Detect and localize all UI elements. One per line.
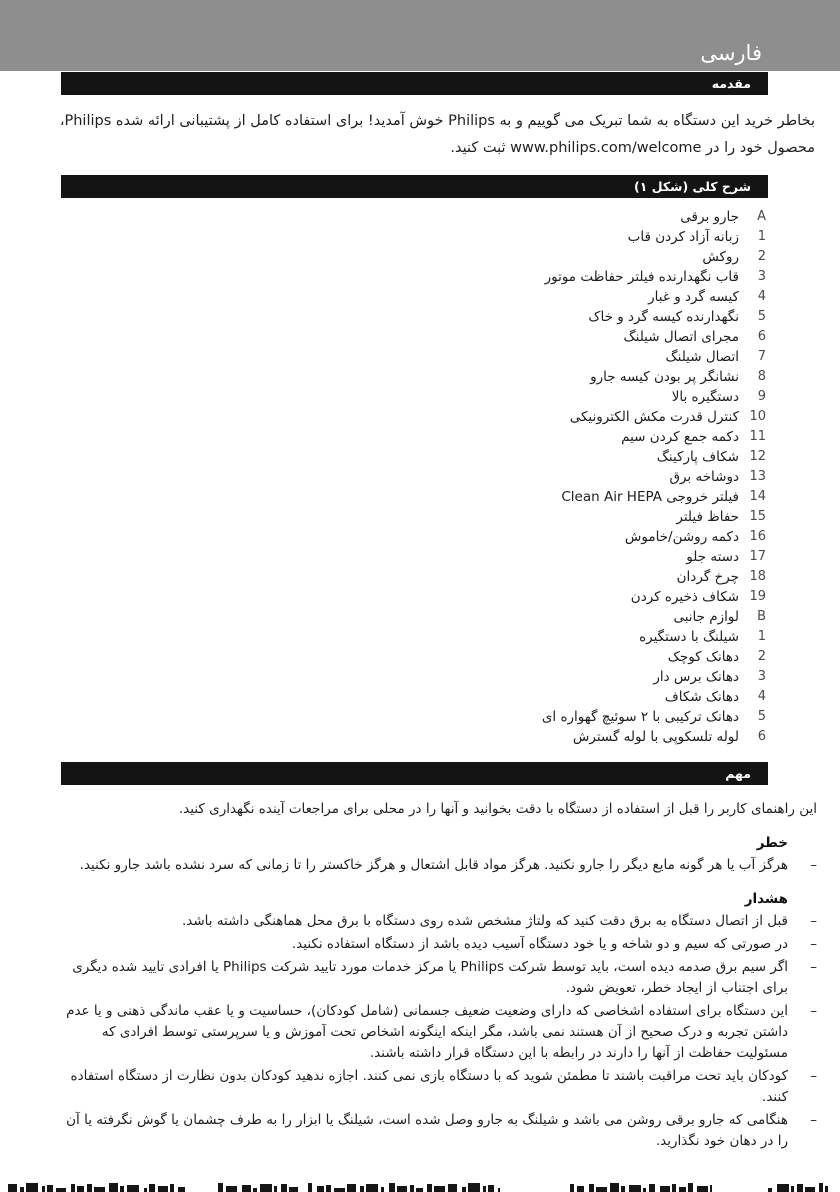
scan-artifact-mark — [688, 1183, 693, 1192]
scan-artifact-mark — [170, 1184, 174, 1192]
scan-artifact-mark — [274, 1186, 277, 1192]
overview-item-label: قاب نگهدارنده فیلتر حفاظت موتور — [544, 269, 739, 285]
section-title-introduction: مقدمه — [711, 76, 751, 91]
overview-item-number: 16 — [749, 529, 766, 544]
bullet-text: در صورتی که سیم و دو شاخه و یا خود دستگاه آسیب دیده باشد از دستگاه استفاده نکنید. — [291, 936, 788, 952]
scan-artifact-mark — [77, 1186, 84, 1192]
bullet-dash-marker: – — [810, 1003, 817, 1019]
overview-item-number: 5 — [757, 309, 766, 324]
overview-item-label: کیسه گرد و غبار — [648, 289, 739, 305]
bullet-text: هرگز آب یا هر گونه مایع دیگر را جارو نکنید. هرگز مواد قابل اشتعال و هرگز خاکستر را تا زمانی که سرد نشده باشد جارو نکنید. — [79, 857, 788, 873]
overview-item — [57, 267, 766, 287]
overview-item — [57, 467, 766, 487]
overview-item-label: شکاف پارکینگ — [656, 449, 739, 465]
scan-artifact-mark — [610, 1183, 619, 1192]
overview-item-label: دستگیره بالا — [671, 389, 739, 405]
scan-artifact-mark — [94, 1187, 105, 1192]
overview-item-number: 3 — [757, 269, 766, 284]
section-title-important: مهم — [725, 766, 751, 781]
bullet-text: کودکان باید تحت مراقبت باشند تا مطمئن شوید که با دستگاه بازی نمی کنند. اجازه ندهید کودکان بدون نظارت از دستگاه استفاده کنند. — [70, 1068, 788, 1105]
scan-artifact-mark — [410, 1185, 414, 1192]
overview-item — [57, 567, 766, 587]
overview-item-number: 6 — [757, 729, 766, 744]
overview-item-label: چرخ گردان — [676, 569, 739, 585]
scan-artifact-mark — [360, 1186, 364, 1192]
bullet-dash-marker: – — [810, 936, 817, 952]
overview-item-number: 4 — [757, 289, 766, 304]
overview-item — [57, 527, 766, 547]
overview-item — [57, 547, 766, 567]
scan-artifact-mark — [158, 1186, 168, 1192]
scan-artifact-mark — [629, 1185, 641, 1192]
scan-artifact-mark — [389, 1183, 395, 1192]
overview-item-number: 15 — [749, 509, 766, 524]
scan-artifact-mark — [334, 1188, 345, 1192]
section-bar-important — [61, 762, 768, 785]
scan-artifact-mark — [218, 1183, 223, 1192]
overview-item — [57, 407, 766, 427]
section-bar-overview — [61, 175, 768, 198]
overview-item-label: دهانک کوچک — [667, 649, 739, 665]
scan-artifact-mark — [149, 1184, 155, 1192]
bullet-text: اگر سیم برق صدمه دیده است، باید توسط شرکت Philips یا مرکز خدمات مورد تایید شرکت Philips یا افرادی تایید شده دیگری برای اجتناب از ایجاد خطر، تعویض شود. — [72, 959, 788, 996]
overview-item-number: 1 — [757, 629, 766, 644]
overview-item-label: نشانگر پر بودن کیسه جارو — [590, 369, 739, 385]
scan-artifact-mark — [253, 1188, 257, 1192]
scan-artifact-mark — [366, 1184, 378, 1192]
important-bullet — [57, 911, 817, 932]
overview-item-number: 12 — [749, 449, 766, 464]
overview-item — [57, 387, 766, 407]
scan-artifact-mark — [596, 1187, 607, 1192]
overview-item — [57, 707, 766, 727]
scan-artifact-mark — [672, 1184, 676, 1192]
scan-artifact-mark — [427, 1184, 432, 1192]
scan-artifact-mark — [483, 1186, 486, 1192]
overview-item — [57, 307, 766, 327]
important-groups — [57, 833, 817, 1152]
scan-artifact-mark — [326, 1185, 331, 1192]
overview-item — [57, 507, 766, 527]
overview-item-label: دکمه جمع کردن سیم — [621, 429, 739, 445]
overview-item-number: 4 — [757, 689, 766, 704]
overview-item-label: اتصال شیلنگ — [665, 349, 739, 365]
overview-item-label: شکاف ذخیره کردن — [630, 589, 739, 605]
scan-artifact-mark — [448, 1184, 457, 1192]
scan-artifact-mark — [308, 1183, 312, 1192]
overview-item-label: کنترل قدرت مکش الکترونیکی — [569, 409, 739, 425]
overview-item-number: 2 — [757, 649, 766, 664]
overview-item-number: A — [757, 209, 766, 224]
overview-item-number: 5 — [757, 709, 766, 724]
overview-item-number: B — [757, 609, 766, 624]
introduction-paragraph: بخاطر خرید این دستگاه به شما تبریک می گوییم و به Philips خوش آمدید! برای استفاده کامل از پشتیبانی ارائه شده Philips، محصول خود را در www.philips.com/welcome ثبت کنید. — [59, 113, 815, 156]
overview-item — [57, 367, 766, 387]
overview-item-label: لوله تلسکوپی با لوله گسترش — [572, 729, 739, 745]
bullet-dash-marker: – — [810, 1112, 817, 1128]
important-bullet — [57, 957, 817, 999]
overview-item-label: روکش — [702, 249, 739, 265]
scan-artifact-mark — [42, 1186, 45, 1192]
scan-artifact-mark — [819, 1183, 823, 1192]
overview-item-label: لوازم جانبی — [673, 609, 739, 625]
important-group-heading: خطر — [756, 835, 788, 851]
important-section-content — [57, 799, 817, 1153]
section-bar-introduction — [61, 72, 768, 95]
scan-artifact-mark — [643, 1188, 646, 1192]
important-lead-paragraph: این راهنمای کاربر را قبل از استفاده از دستگاه با دقت بخوانید و آنها را در محلی برای مراجعات آینده نگهداری کنید. — [178, 800, 817, 817]
scan-artifact-mark — [56, 1188, 66, 1192]
overview-item — [57, 487, 766, 507]
scan-artifact-mark — [20, 1187, 24, 1192]
overview-item — [57, 607, 766, 627]
scan-artifact-mark — [697, 1186, 708, 1192]
overview-item-number: 11 — [749, 429, 766, 444]
overview-item-label: دهانک برس دار — [653, 669, 739, 685]
scan-artifact-mark — [26, 1183, 38, 1192]
overview-item — [57, 687, 766, 707]
overview-item-number: 14 — [749, 489, 766, 504]
overview-item-label: دهانک شکاف — [664, 689, 739, 705]
overview-item-number: 19 — [749, 589, 766, 604]
scan-artifact-mark — [317, 1186, 324, 1192]
bullet-dash-marker: – — [810, 1068, 817, 1084]
overview-item — [57, 347, 766, 367]
scan-artifact-mark — [281, 1184, 287, 1192]
scan-artifact-mark — [120, 1186, 124, 1192]
scan-artifact-mark — [226, 1186, 237, 1192]
scan-artifact-mark — [260, 1184, 272, 1192]
scan-artifact-mark — [416, 1188, 423, 1192]
scan-artifact-mark — [468, 1183, 480, 1192]
overview-item — [57, 647, 766, 667]
overview-item-label: دسته جلو — [686, 549, 739, 565]
overview-item — [57, 227, 766, 247]
scan-artifact-mark — [660, 1186, 670, 1192]
bullet-text: هنگامی که جارو برقی روشن می باشد و شیلنگ به جارو وصل شده است، شیلنگ یا ابزار را به طرف چشمان یا گوش نگرفته یا آن را در دهان خود نگذارید. — [66, 1112, 788, 1149]
scan-artifact-mark — [8, 1184, 17, 1192]
important-bullet — [57, 934, 817, 955]
overview-item — [57, 727, 766, 747]
scan-artifact-mark — [777, 1184, 789, 1192]
scan-artifact-mark — [127, 1185, 139, 1192]
important-bullet — [57, 1066, 817, 1108]
scan-artifact-mark — [47, 1185, 53, 1192]
scan-artifact-mark — [589, 1184, 594, 1192]
scan-artifact-mark — [434, 1186, 445, 1192]
overview-item-label: شیلنگ با دستگیره — [639, 629, 739, 645]
overview-item-number: 13 — [749, 469, 766, 484]
scan-artifact-mark — [498, 1188, 500, 1192]
important-bullet — [57, 855, 817, 876]
overview-item-number: 9 — [757, 389, 766, 404]
overview-item-number: 2 — [757, 249, 766, 264]
bullet-dash-marker: – — [810, 959, 817, 975]
scan-artifact-mark — [570, 1184, 574, 1192]
page-header-band — [0, 0, 840, 71]
overview-item-label: دکمه روشن/خاموش — [624, 529, 739, 545]
scan-artifact-mark — [397, 1186, 407, 1192]
cutoff-scan-strip — [0, 1182, 840, 1192]
scan-artifact-mark — [710, 1185, 712, 1192]
scan-artifact-mark — [488, 1185, 494, 1192]
overview-parts-list — [57, 207, 766, 747]
scan-artifact-mark — [381, 1187, 384, 1192]
scan-artifact-mark — [797, 1184, 803, 1192]
scan-artifact-mark — [805, 1187, 815, 1192]
overview-item-label: دوشاخه برق — [669, 469, 739, 485]
bullet-dash-marker: – — [810, 857, 817, 873]
overview-item-label: زبانه آزاد کردن قاب — [627, 229, 739, 245]
bullet-dash-marker: – — [810, 913, 817, 929]
scan-artifact-mark — [768, 1188, 772, 1192]
scan-artifact-mark — [71, 1184, 75, 1192]
important-bullet — [57, 1110, 817, 1152]
overview-item-label: مجرای اتصال شیلنگ — [623, 329, 739, 345]
scan-artifact-mark — [825, 1186, 828, 1192]
overview-item — [57, 427, 766, 447]
overview-item — [57, 247, 766, 267]
overview-item-number: 7 — [757, 349, 766, 364]
overview-item-number: 18 — [749, 569, 766, 584]
overview-item-label: جارو برقی — [680, 209, 739, 225]
overview-item-number: 6 — [757, 329, 766, 344]
scan-artifact-mark — [621, 1186, 625, 1192]
overview-item — [57, 667, 766, 687]
overview-item-number: 3 — [757, 669, 766, 684]
scan-artifact-mark — [242, 1185, 251, 1192]
scan-artifact-mark — [178, 1187, 185, 1192]
bullet-text: این دستگاه برای استفاده اشخاصی که دارای وضعیت ضعیف جسمانی (شامل کودکان)، حساسیت و یا عقب ماندگی ذهنی و یا عدم داشتن تجربه و درک صحیح از آن هستند نمی باشد، مگر اینکه اینگونه اشخاص تحت آموزش و یا سرپرستی توسط افرادی که مسئولیت حفاظت از آنها را دارند در رابطه با این دستگاه قرار داشته باشند. — [66, 1003, 788, 1061]
bullet-text: قبل از اتصال دستگاه به برق دقت کنید که ولتاژ مشخص شده روی دستگاه با برق محل هماهنگی داشته باشد. — [181, 913, 788, 929]
overview-item-number: 10 — [749, 409, 766, 424]
important-bullet — [57, 1001, 817, 1064]
overview-item-number: 8 — [757, 369, 766, 384]
scan-artifact-mark — [144, 1188, 147, 1192]
overview-item — [57, 627, 766, 647]
overview-item-label: دهانک ترکیبی با ۲ سوئیچ گهواره ای — [541, 709, 739, 725]
overview-item-number: 1 — [757, 229, 766, 244]
overview-item-number: 17 — [749, 549, 766, 564]
overview-item — [57, 327, 766, 347]
scan-artifact-mark — [577, 1186, 584, 1192]
overview-item — [57, 207, 766, 227]
overview-item-label: نگهدارنده کیسه گرد و خاک — [588, 309, 739, 325]
important-group-heading: هشدار — [744, 891, 788, 907]
scan-artifact-mark — [649, 1184, 655, 1192]
scan-artifact-mark — [289, 1187, 298, 1192]
scan-artifact-mark — [462, 1187, 466, 1192]
section-title-overview: شرح کلی (شکل ۱) — [634, 179, 751, 194]
overview-item-label: حفاظ فیلتر — [676, 509, 739, 525]
scan-artifact-mark — [87, 1184, 92, 1192]
scan-artifact-mark — [791, 1186, 794, 1192]
overview-item — [57, 587, 766, 607]
overview-item — [57, 287, 766, 307]
overview-item-label: فیلتر خروجی Clean Air HEPA — [561, 489, 739, 505]
scan-artifact-mark — [109, 1183, 118, 1192]
language-label: فارسی — [700, 41, 762, 65]
scan-artifact-mark — [679, 1187, 686, 1192]
scan-artifact-mark — [347, 1184, 356, 1192]
overview-item — [57, 447, 766, 467]
